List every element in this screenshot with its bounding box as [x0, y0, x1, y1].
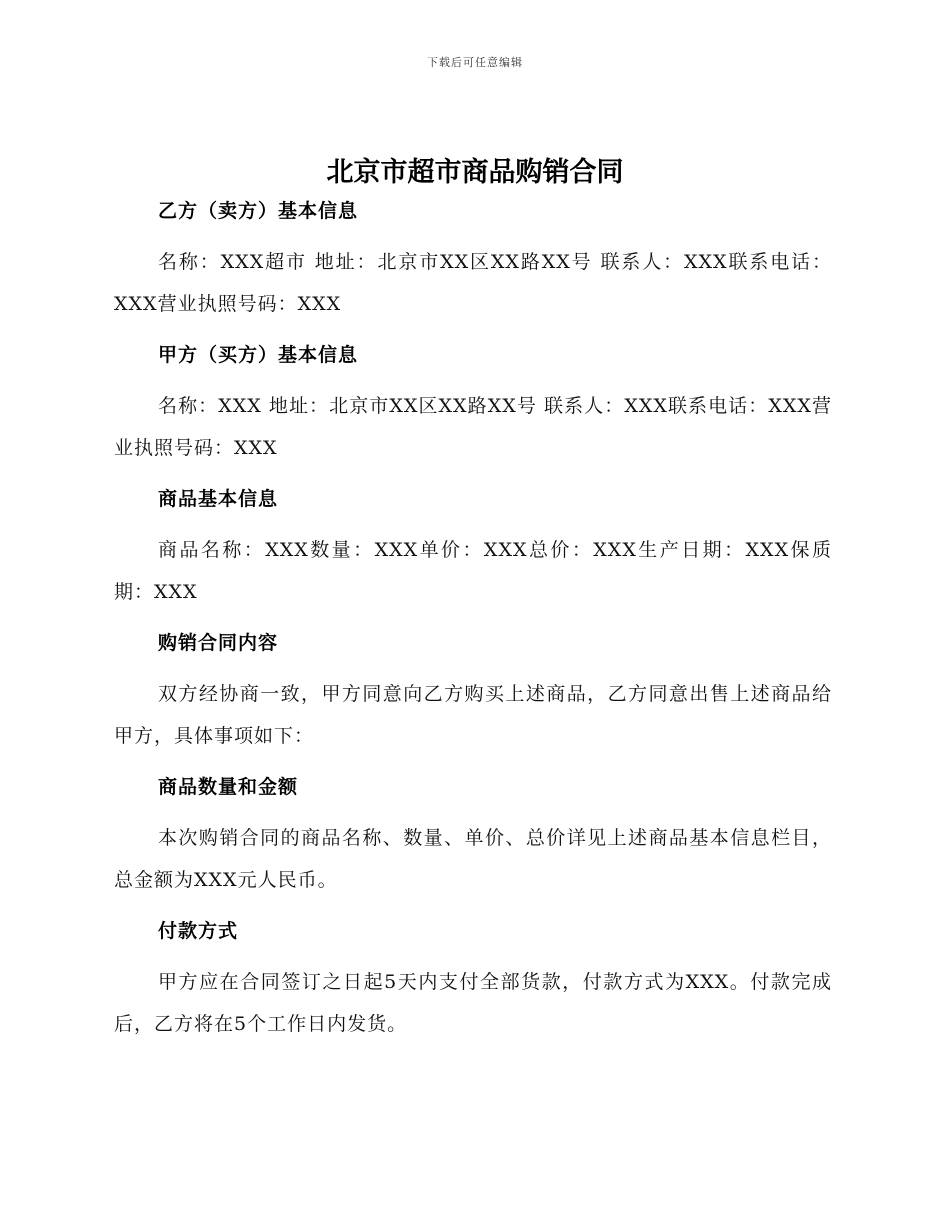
- section-paragraph: 甲方应在合同签订之日起5天内支付全部货款，付款方式为XXX。付款完成后，乙方将在5个工作日内发货。: [114, 971, 832, 1035]
- document-title: 北京市超市商品购销合同: [326, 157, 624, 188]
- section-heading: 付款方式: [158, 920, 239, 942]
- section-paragraph: 名称：XXX 地址：北京市XX区XX路XX号 联系人：XXX联系电话：XXX营业执照号码：XXX: [114, 395, 832, 459]
- section-heading: 商品数量和金额: [158, 776, 299, 798]
- section-payment-method: [114, 916, 832, 1045]
- section-seller-info: [114, 196, 832, 325]
- section-quantity-amount: [114, 772, 832, 901]
- document-body: [114, 196, 832, 1060]
- section-heading: 商品基本信息: [158, 488, 279, 510]
- section-buyer-info: [114, 340, 832, 469]
- section-heading: 甲方（买方）基本信息: [158, 344, 359, 366]
- section-paragraph: 本次购销合同的商品名称、数量、单价、总价详见上述商品基本信息栏目，总金额为XXX元人民币。: [114, 827, 832, 891]
- section-heading: 乙方（卖方）基本信息: [158, 200, 359, 222]
- section-paragraph: 商品名称：XXX数量：XXX单价：XXX总价：XXX生产日期：XXX保质期：XXX: [114, 539, 832, 603]
- section-heading: 购销合同内容: [158, 632, 279, 654]
- page-header-note: 下载后可任意编辑: [427, 56, 523, 69]
- section-paragraph: 名称：XXX超市 地址：北京市XX区XX路XX号 联系人：XXX联系电话：XXX营业执照号码：XXX: [114, 251, 832, 315]
- section-contract-content: [114, 628, 832, 757]
- section-product-info: [114, 484, 832, 613]
- section-paragraph: 双方经协商一致，甲方同意向乙方购买上述商品，乙方同意出售上述商品给甲方，具体事项如下：: [114, 683, 832, 747]
